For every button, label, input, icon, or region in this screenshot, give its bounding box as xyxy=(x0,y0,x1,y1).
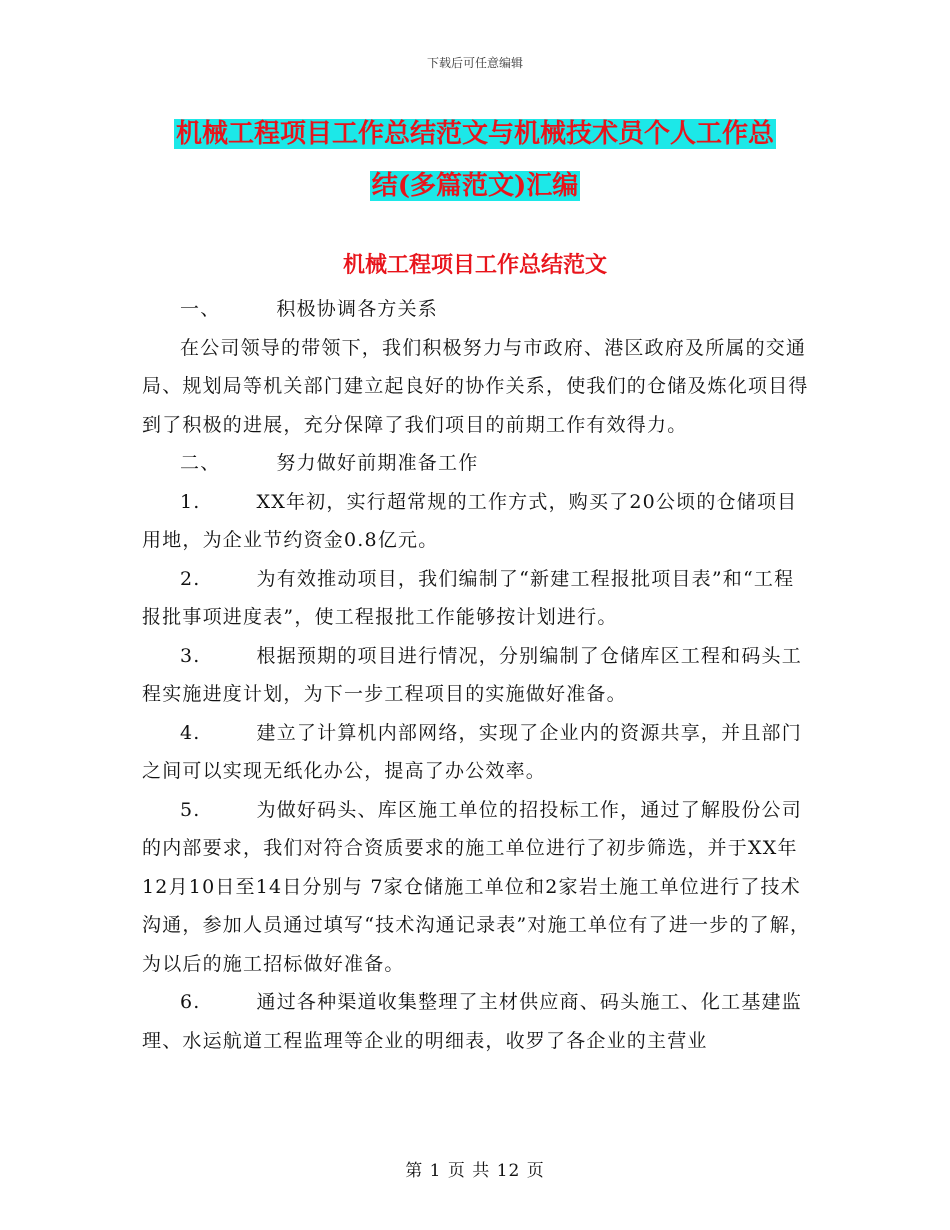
section-heading-2 xyxy=(142,444,814,483)
title-line-2: 结(多篇范文)汇编 xyxy=(371,171,579,201)
section-heading-text: 努力做好前期准备工作 xyxy=(276,452,479,474)
document-body xyxy=(142,290,814,1060)
item-number: 6. xyxy=(180,991,201,1013)
document-title xyxy=(0,108,950,212)
section-heading-text: 积极协调各方关系 xyxy=(276,298,439,320)
item-number: 1. xyxy=(180,490,201,513)
title-line-1: 机械工程项目工作总结范文与机械技术员个人工作总 xyxy=(175,119,774,149)
list-item xyxy=(142,637,814,714)
paragraph: 在公司领导的带领下，我们积极努力与市政府、港区政府及所属的交通局、规划局等机关部门建立起良好的协作关系，使我们的仓储及炼化项目得到了积极的进展，充分保障了我们项目的前期工作有效得力。 xyxy=(142,336,809,436)
item-text: 根据预期的项目进行情况，分别编制了仓储库区工程和码头工程实施进度计划，为下一步工程项目的实施做好准备。 xyxy=(142,644,802,705)
section-number: 二、 xyxy=(180,452,221,474)
item-number: 2. xyxy=(180,567,201,590)
item-number: 5. xyxy=(180,798,201,821)
list-item xyxy=(142,983,814,1060)
list-item xyxy=(142,714,814,791)
list-item xyxy=(142,791,814,984)
item-text: XX年初，实行超常规的工作方式，购买了20公顷的仓储项目用地，为企业节约资金0.8亿元。 xyxy=(142,490,798,551)
section-heading-1 xyxy=(142,290,814,329)
header-note: 下载后可任意编辑 xyxy=(426,56,523,70)
section-number: 一、 xyxy=(180,298,221,320)
item-text: 为做好码头、库区施工单位的招投标工作，通过了解股份公司的内部要求，我们对符合资质要求的施工单位进行了初步筛选，并于XX年12月10日至14日分别与 7家仓储施工单位和2家岩土施工单位进行了技术沟通，参加人员通过填写“技术沟通记录表”对施工单位有了进一步的了解，为以后的施工招标做好准备。 xyxy=(142,798,811,975)
page-footer: 第 1 页 共 12 页 xyxy=(405,1161,545,1181)
item-text: 通过各种渠道收集整理了主材供应商、码头施工、化工基建监理、水运航道工程监理等企业的明细表，收罗了各企业的主营业 xyxy=(142,991,802,1052)
item-text: 为有效推动项目，我们编制了“新建工程报批项目表”和“工程报批事项进度表”，使工程报批工作能够按计划进行。 xyxy=(142,567,795,628)
section-subtitle: 机械工程项目工作总结范文 xyxy=(342,252,607,278)
list-item xyxy=(142,483,814,560)
item-number: 4. xyxy=(180,721,201,744)
item-text: 建立了计算机内部网络，实现了企业内的资源共享，并且部门之间可以实现无纸化办公，提高了办公效率。 xyxy=(142,721,802,782)
item-number: 3. xyxy=(180,644,201,667)
list-item xyxy=(142,560,814,637)
